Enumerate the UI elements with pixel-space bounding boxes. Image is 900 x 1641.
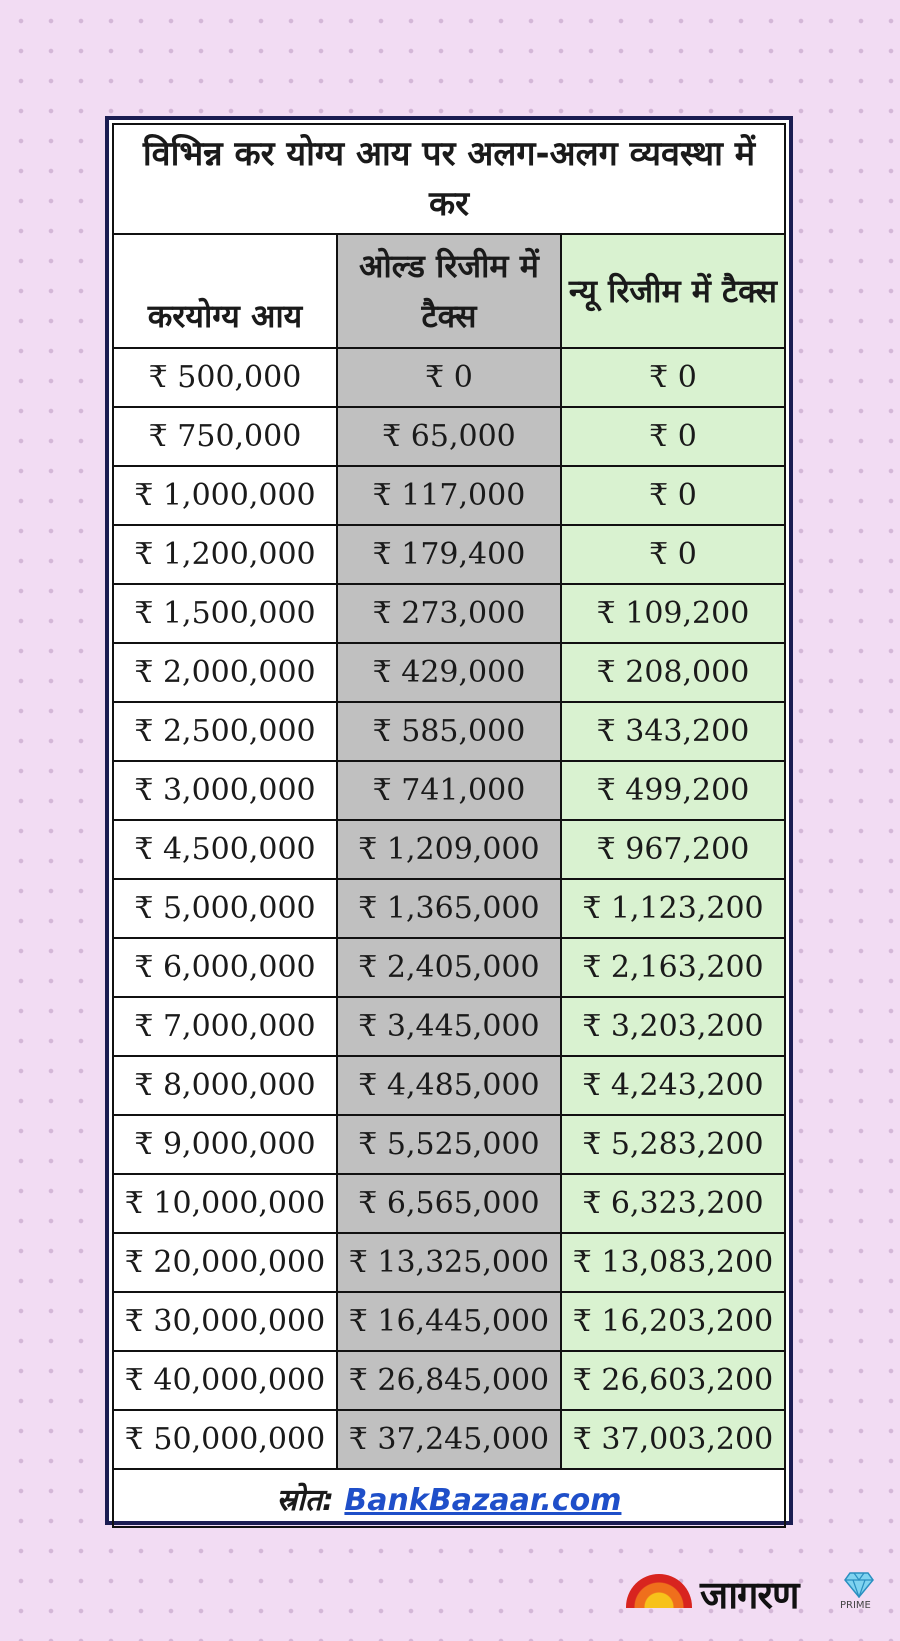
table-title: विभिन्न कर योग्य आय पर अलग-अलग व्यवस्था में कर: [113, 124, 785, 234]
cell-new-regime-tax: ₹ 0: [561, 348, 785, 407]
cell-old-regime-tax: ₹ 1,365,000: [337, 879, 561, 938]
cell-taxable-income: ₹ 2,500,000: [113, 702, 337, 761]
cell-new-regime-tax: ₹ 5,283,200: [561, 1115, 785, 1174]
table-row: [113, 525, 785, 584]
table-row: [113, 1174, 785, 1233]
cell-old-regime-tax: ₹ 6,565,000: [337, 1174, 561, 1233]
table-row: [113, 761, 785, 820]
cell-new-regime-tax: ₹ 16,203,200: [561, 1292, 785, 1351]
cell-new-regime-tax: ₹ 109,200: [561, 584, 785, 643]
cell-taxable-income: ₹ 30,000,000: [113, 1292, 337, 1351]
cell-taxable-income: ₹ 5,000,000: [113, 879, 337, 938]
cell-old-regime-tax: ₹ 179,400: [337, 525, 561, 584]
cell-taxable-income: ₹ 1,200,000: [113, 525, 337, 584]
table-row: [113, 1233, 785, 1292]
cell-old-regime-tax: ₹ 2,405,000: [337, 938, 561, 997]
cell-taxable-income: ₹ 1,500,000: [113, 584, 337, 643]
table-row: [113, 643, 785, 702]
cell-taxable-income: ₹ 10,000,000: [113, 1174, 337, 1233]
table-row: [113, 702, 785, 761]
table-row: [113, 407, 785, 466]
table-row: [113, 997, 785, 1056]
cell-new-regime-tax: ₹ 343,200: [561, 702, 785, 761]
cell-taxable-income: ₹ 750,000: [113, 407, 337, 466]
diamond-icon: [844, 1572, 874, 1598]
cell-new-regime-tax: ₹ 967,200: [561, 820, 785, 879]
cell-old-regime-tax: ₹ 585,000: [337, 702, 561, 761]
table-row: [113, 348, 785, 407]
header-new-regime: न्यू रिजीम में टैक्स: [561, 234, 785, 348]
cell-taxable-income: ₹ 20,000,000: [113, 1233, 337, 1292]
cell-new-regime-tax: ₹ 3,203,200: [561, 997, 785, 1056]
table-row: [113, 820, 785, 879]
cell-taxable-income: ₹ 40,000,000: [113, 1351, 337, 1410]
table-row: [113, 1351, 785, 1410]
cell-taxable-income: ₹ 9,000,000: [113, 1115, 337, 1174]
brand-name: जागरण: [700, 1573, 799, 1617]
cell-new-regime-tax: ₹ 13,083,200: [561, 1233, 785, 1292]
jagran-prime-logo: [626, 1572, 876, 1622]
tax-comparison-table-frame: [105, 116, 793, 1525]
tax-comparison-table: [112, 123, 786, 1528]
table-body: [113, 348, 785, 1469]
cell-old-regime-tax: ₹ 4,485,000: [337, 1056, 561, 1115]
source-link[interactable]: BankBazaar.com: [344, 1482, 622, 1518]
cell-old-regime-tax: ₹ 65,000: [337, 407, 561, 466]
jagran-sun-logo-icon: [626, 1574, 692, 1608]
cell-old-regime-tax: ₹ 273,000: [337, 584, 561, 643]
cell-old-regime-tax: ₹ 3,445,000: [337, 997, 561, 1056]
cell-taxable-income: ₹ 3,000,000: [113, 761, 337, 820]
cell-new-regime-tax: ₹ 4,243,200: [561, 1056, 785, 1115]
cell-taxable-income: ₹ 6,000,000: [113, 938, 337, 997]
cell-old-regime-tax: ₹ 37,245,000: [337, 1410, 561, 1469]
cell-taxable-income: ₹ 7,000,000: [113, 997, 337, 1056]
cell-taxable-income: ₹ 500,000: [113, 348, 337, 407]
cell-new-regime-tax: ₹ 208,000: [561, 643, 785, 702]
cell-old-regime-tax: ₹ 741,000: [337, 761, 561, 820]
cell-old-regime-tax: ₹ 1,209,000: [337, 820, 561, 879]
cell-new-regime-tax: ₹ 6,323,200: [561, 1174, 785, 1233]
cell-old-regime-tax: ₹ 117,000: [337, 466, 561, 525]
cell-taxable-income: ₹ 2,000,000: [113, 643, 337, 702]
brand-sub: PRIME: [840, 1600, 871, 1611]
table-row: [113, 879, 785, 938]
cell-taxable-income: ₹ 50,000,000: [113, 1410, 337, 1469]
cell-new-regime-tax: ₹ 1,123,200: [561, 879, 785, 938]
cell-old-regime-tax: ₹ 429,000: [337, 643, 561, 702]
table-row: [113, 1115, 785, 1174]
table-row: [113, 584, 785, 643]
table-row: [113, 1056, 785, 1115]
cell-new-regime-tax: ₹ 26,603,200: [561, 1351, 785, 1410]
table-row: [113, 1292, 785, 1351]
cell-old-regime-tax: ₹ 13,325,000: [337, 1233, 561, 1292]
cell-taxable-income: ₹ 4,500,000: [113, 820, 337, 879]
table-row: [113, 466, 785, 525]
source-label: स्रोत:: [276, 1482, 334, 1518]
cell-old-regime-tax: ₹ 16,445,000: [337, 1292, 561, 1351]
header-old-regime: ओल्ड रिजीम में टैक्स: [337, 234, 561, 348]
cell-new-regime-tax: ₹ 37,003,200: [561, 1410, 785, 1469]
cell-new-regime-tax: ₹ 0: [561, 407, 785, 466]
table-row: [113, 938, 785, 997]
cell-new-regime-tax: ₹ 0: [561, 525, 785, 584]
cell-new-regime-tax: ₹ 0: [561, 466, 785, 525]
table-row: [113, 1410, 785, 1469]
cell-old-regime-tax: ₹ 26,845,000: [337, 1351, 561, 1410]
cell-new-regime-tax: ₹ 2,163,200: [561, 938, 785, 997]
cell-old-regime-tax: ₹ 5,525,000: [337, 1115, 561, 1174]
header-taxable-income: करयोग्य आय: [113, 234, 337, 348]
cell-taxable-income: ₹ 8,000,000: [113, 1056, 337, 1115]
cell-old-regime-tax: ₹ 0: [337, 348, 561, 407]
cell-new-regime-tax: ₹ 499,200: [561, 761, 785, 820]
cell-taxable-income: ₹ 1,000,000: [113, 466, 337, 525]
source-row: [113, 1469, 785, 1527]
